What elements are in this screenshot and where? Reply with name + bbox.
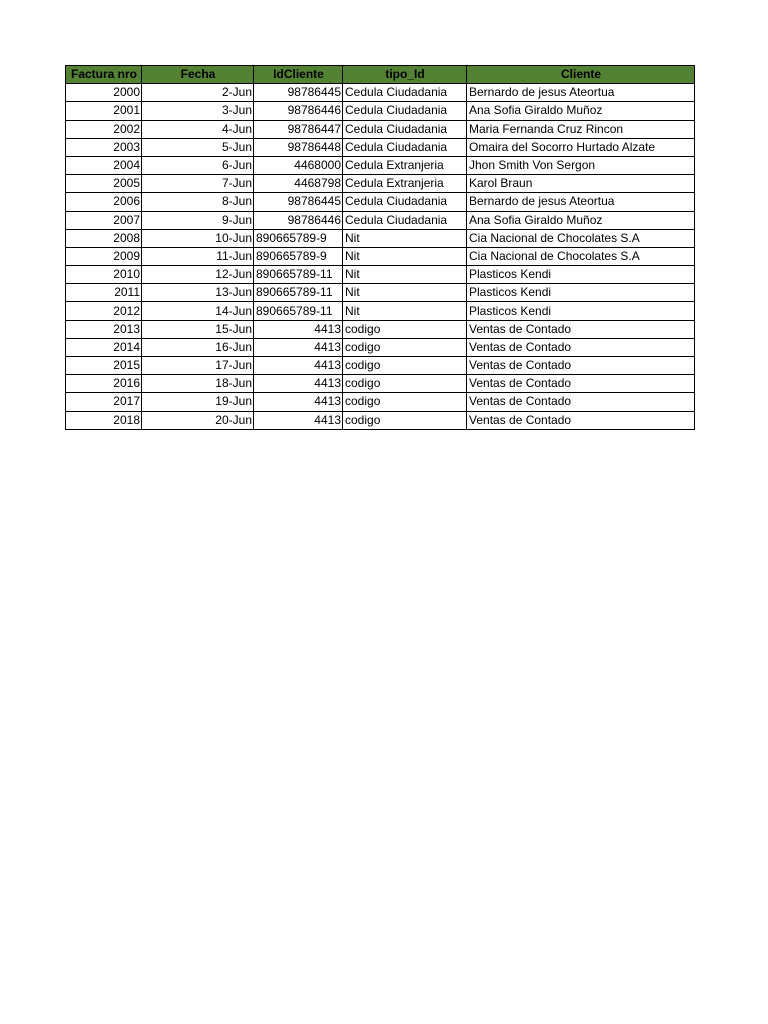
cell-fecha: 14-Jun xyxy=(142,302,254,320)
table-row xyxy=(66,84,695,102)
cell-factura-nro: 2003 xyxy=(66,138,142,156)
invoice-table xyxy=(65,65,695,430)
cell-tipo-id: codigo xyxy=(343,411,467,429)
cell-id-cliente: 890665789-11 xyxy=(254,302,343,320)
cell-fecha: 18-Jun xyxy=(142,375,254,393)
cell-fecha: 15-Jun xyxy=(142,320,254,338)
cell-factura-nro: 2018 xyxy=(66,411,142,429)
cell-factura-nro: 2006 xyxy=(66,193,142,211)
cell-fecha: 13-Jun xyxy=(142,284,254,302)
cell-factura-nro: 2016 xyxy=(66,375,142,393)
cell-tipo-id: Cedula Extranjeria xyxy=(343,156,467,174)
cell-tipo-id: codigo xyxy=(343,393,467,411)
cell-id-cliente: 4413 xyxy=(254,411,343,429)
cell-id-cliente: 4468000 xyxy=(254,156,343,174)
table-row xyxy=(66,138,695,156)
cell-cliente: Ventas de Contado xyxy=(467,320,695,338)
cell-cliente: Ana Sofia Giraldo Muñoz xyxy=(467,211,695,229)
cell-tipo-id: Cedula Ciudadania xyxy=(343,84,467,102)
cell-fecha: 6-Jun xyxy=(142,156,254,174)
cell-tipo-id: Cedula Ciudadania xyxy=(343,102,467,120)
cell-tipo-id: Cedula Ciudadania xyxy=(343,138,467,156)
cell-fecha: 5-Jun xyxy=(142,138,254,156)
cell-factura-nro: 2014 xyxy=(66,338,142,356)
cell-id-cliente: 890665789-9 xyxy=(254,247,343,265)
cell-id-cliente: 4413 xyxy=(254,375,343,393)
header-cliente: Cliente xyxy=(467,66,695,84)
cell-id-cliente: 98786445 xyxy=(254,84,343,102)
cell-factura-nro: 2008 xyxy=(66,229,142,247)
cell-fecha: 2-Jun xyxy=(142,84,254,102)
cell-cliente: Ventas de Contado xyxy=(467,338,695,356)
cell-cliente: Omaira del Socorro Hurtado Alzate xyxy=(467,138,695,156)
cell-id-cliente: 890665789-11 xyxy=(254,266,343,284)
cell-id-cliente: 98786446 xyxy=(254,102,343,120)
cell-fecha: 8-Jun xyxy=(142,193,254,211)
cell-fecha: 7-Jun xyxy=(142,175,254,193)
table-row xyxy=(66,357,695,375)
table-row xyxy=(66,320,695,338)
cell-cliente: Maria Fernanda Cruz Rincon xyxy=(467,120,695,138)
cell-tipo-id: codigo xyxy=(343,338,467,356)
cell-cliente: Ana Sofia Giraldo Muñoz xyxy=(467,102,695,120)
table-body xyxy=(66,84,695,430)
cell-fecha: 10-Jun xyxy=(142,229,254,247)
cell-cliente: Karol Braun xyxy=(467,175,695,193)
cell-factura-nro: 2004 xyxy=(66,156,142,174)
cell-cliente: Plasticos Kendi xyxy=(467,266,695,284)
cell-tipo-id: Cedula Ciudadania xyxy=(343,120,467,138)
cell-fecha: 3-Jun xyxy=(142,102,254,120)
cell-id-cliente: 4413 xyxy=(254,357,343,375)
table-header xyxy=(66,66,695,84)
cell-id-cliente: 4413 xyxy=(254,393,343,411)
cell-tipo-id: codigo xyxy=(343,320,467,338)
cell-factura-nro: 2015 xyxy=(66,357,142,375)
cell-tipo-id: Nit xyxy=(343,266,467,284)
cell-fecha: 16-Jun xyxy=(142,338,254,356)
cell-factura-nro: 2017 xyxy=(66,393,142,411)
cell-cliente: Cia Nacional de Chocolates S.A xyxy=(467,247,695,265)
cell-id-cliente: 890665789-9 xyxy=(254,229,343,247)
table-row xyxy=(66,193,695,211)
cell-cliente: Jhon Smith Von Sergon xyxy=(467,156,695,174)
cell-id-cliente: 98786448 xyxy=(254,138,343,156)
cell-tipo-id: Cedula Extranjeria xyxy=(343,175,467,193)
table-row xyxy=(66,375,695,393)
cell-tipo-id: codigo xyxy=(343,375,467,393)
cell-tipo-id: Cedula Ciudadania xyxy=(343,211,467,229)
table-row xyxy=(66,229,695,247)
header-factura-nro: Factura nro xyxy=(66,66,142,84)
cell-cliente: Ventas de Contado xyxy=(467,411,695,429)
cell-factura-nro: 2000 xyxy=(66,84,142,102)
header-fecha: Fecha xyxy=(142,66,254,84)
cell-cliente: Ventas de Contado xyxy=(467,375,695,393)
cell-cliente: Ventas de Contado xyxy=(467,393,695,411)
cell-fecha: 9-Jun xyxy=(142,211,254,229)
cell-id-cliente: 4413 xyxy=(254,338,343,356)
cell-id-cliente: 4413 xyxy=(254,320,343,338)
cell-fecha: 12-Jun xyxy=(142,266,254,284)
cell-cliente: Cia Nacional de Chocolates S.A xyxy=(467,229,695,247)
cell-tipo-id: Nit xyxy=(343,229,467,247)
cell-cliente: Plasticos Kendi xyxy=(467,284,695,302)
cell-fecha: 19-Jun xyxy=(142,393,254,411)
cell-factura-nro: 2009 xyxy=(66,247,142,265)
cell-factura-nro: 2010 xyxy=(66,266,142,284)
cell-tipo-id: Cedula Ciudadania xyxy=(343,193,467,211)
table-row xyxy=(66,284,695,302)
table-row xyxy=(66,175,695,193)
cell-factura-nro: 2007 xyxy=(66,211,142,229)
cell-id-cliente: 98786447 xyxy=(254,120,343,138)
cell-id-cliente: 98786445 xyxy=(254,193,343,211)
cell-id-cliente: 98786446 xyxy=(254,211,343,229)
cell-factura-nro: 2011 xyxy=(66,284,142,302)
header-id-cliente: IdCliente xyxy=(254,66,343,84)
cell-factura-nro: 2001 xyxy=(66,102,142,120)
table-row xyxy=(66,338,695,356)
cell-id-cliente: 890665789-11 xyxy=(254,284,343,302)
table-row xyxy=(66,156,695,174)
cell-tipo-id: Nit xyxy=(343,247,467,265)
table-row xyxy=(66,120,695,138)
table-row xyxy=(66,247,695,265)
table-row xyxy=(66,393,695,411)
cell-tipo-id: codigo xyxy=(343,357,467,375)
cell-cliente: Ventas de Contado xyxy=(467,357,695,375)
cell-factura-nro: 2012 xyxy=(66,302,142,320)
cell-factura-nro: 2013 xyxy=(66,320,142,338)
cell-fecha: 11-Jun xyxy=(142,247,254,265)
table-row xyxy=(66,411,695,429)
table-row xyxy=(66,211,695,229)
cell-factura-nro: 2002 xyxy=(66,120,142,138)
cell-cliente: Bernardo de jesus Ateortua xyxy=(467,84,695,102)
cell-fecha: 17-Jun xyxy=(142,357,254,375)
cell-cliente: Plasticos Kendi xyxy=(467,302,695,320)
cell-fecha: 20-Jun xyxy=(142,411,254,429)
cell-factura-nro: 2005 xyxy=(66,175,142,193)
header-row xyxy=(66,66,695,84)
cell-id-cliente: 4468798 xyxy=(254,175,343,193)
table-row xyxy=(66,302,695,320)
table-row xyxy=(66,102,695,120)
cell-tipo-id: Nit xyxy=(343,284,467,302)
table-row xyxy=(66,266,695,284)
cell-cliente: Bernardo de jesus Ateortua xyxy=(467,193,695,211)
cell-tipo-id: Nit xyxy=(343,302,467,320)
cell-fecha: 4-Jun xyxy=(142,120,254,138)
header-tipo-id: tipo_Id xyxy=(343,66,467,84)
